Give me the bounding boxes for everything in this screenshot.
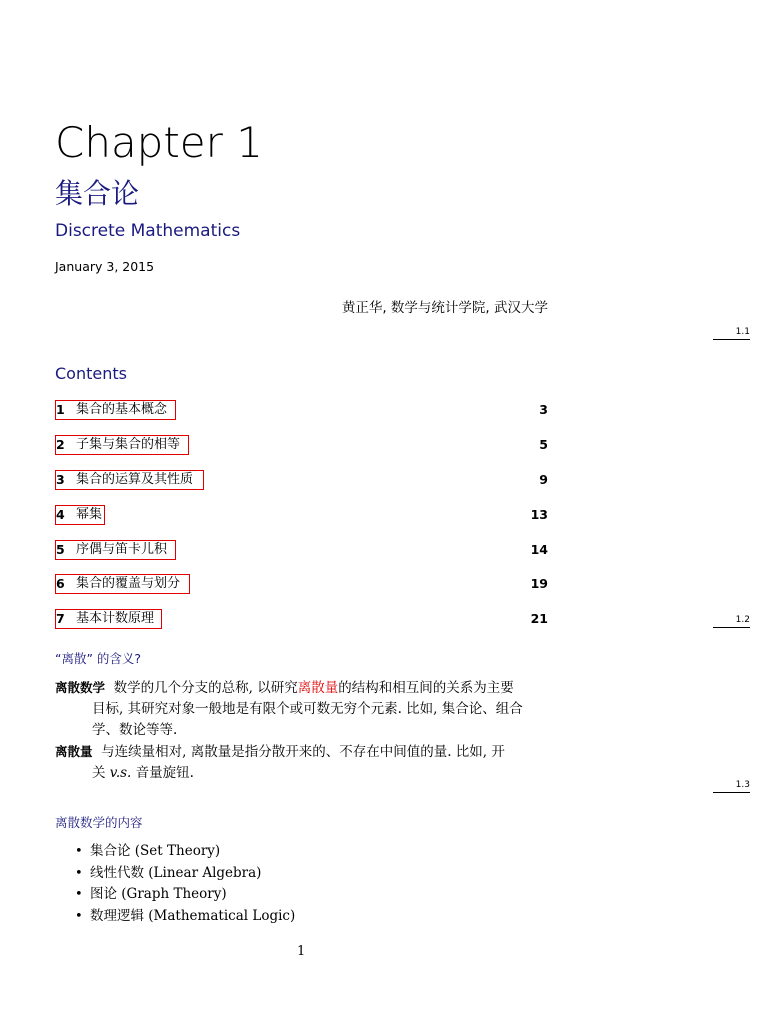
list-item-text: 集合论 (Set Theory) [90, 843, 221, 859]
bullet-icon: • [75, 844, 83, 859]
document-date: January 3, 2015 [55, 259, 155, 274]
toc-item[interactable] [55, 505, 548, 527]
definition-text: 数学的几个分支的总称, 以研究 [113, 680, 298, 696]
bullet-icon: • [75, 887, 83, 902]
toc-number: 3 [56, 472, 65, 487]
toc-number: 1 [56, 402, 65, 417]
toc-page: 13 [530, 507, 548, 522]
definition-line [55, 741, 548, 763]
toc-page: 21 [530, 611, 548, 626]
definition-line [55, 720, 548, 742]
toc-title[interactable]: 集合的覆盖与划分 [76, 576, 181, 591]
toc-title[interactable]: 幂集 [76, 507, 103, 522]
definition-discrete-math [55, 677, 548, 742]
definition-text: 学、数论等等. [92, 722, 178, 738]
page-number: 1 [297, 944, 306, 959]
definition-text-italic: v.s. [109, 764, 132, 781]
bullet-icon: • [75, 865, 83, 881]
toc-page: 3 [539, 402, 548, 417]
definition-term: 离散数学 [55, 680, 106, 695]
toc-number: 5 [56, 542, 65, 557]
toc-item[interactable] [55, 609, 548, 631]
list-item [75, 863, 295, 885]
list-item [75, 906, 295, 928]
list-item [75, 841, 295, 863]
slide-divider [713, 792, 750, 793]
toc-title[interactable]: 子集与集合的相等 [76, 437, 181, 452]
toc-title[interactable]: 序偶与笛卡儿积 [76, 542, 168, 557]
topic-list [75, 841, 295, 927]
contents-heading: Contents [55, 364, 127, 383]
toc-item[interactable] [55, 400, 548, 422]
definition-text: 的结构和相互间的关系为主要 [338, 680, 514, 696]
document-subtitle: Discrete Mathematics [55, 221, 241, 241]
section-heading: 离散数学的内容 [55, 815, 143, 830]
definition-line [55, 699, 548, 721]
slide-label: 1.3 [735, 780, 750, 790]
chapter-heading: Chapter 1 [55, 118, 263, 167]
definition-line [55, 763, 548, 785]
toc-page: 14 [530, 542, 548, 557]
document-title-cn: 集合论 [55, 177, 140, 210]
toc-page: 19 [530, 576, 548, 591]
highlighted-term: 离散量 [297, 680, 339, 696]
toc-title[interactable]: 集合的基本概念 [76, 402, 168, 417]
list-item-text: 数理逻辑 (Mathematical Logic) [90, 907, 296, 924]
bullet-icon: • [75, 908, 83, 924]
slide-divider [713, 627, 750, 628]
definition-text: 关 [92, 764, 110, 781]
definition-line [55, 677, 548, 699]
list-item-text: 图论 (Graph Theory) [90, 886, 227, 902]
toc-page: 5 [539, 437, 548, 452]
list-item [75, 884, 295, 906]
toc-number: 7 [56, 611, 65, 626]
toc-number: 4 [56, 507, 65, 522]
toc-item[interactable] [55, 540, 548, 562]
slide-divider [713, 339, 750, 340]
toc-item[interactable] [55, 574, 548, 596]
toc-number: 6 [56, 576, 65, 591]
slide-label: 1.1 [735, 327, 750, 337]
toc-item[interactable] [55, 435, 548, 457]
toc-title[interactable]: 集合的运算及其性质 [76, 472, 194, 487]
definition-term: 离散量 [55, 744, 93, 759]
list-item-text: 线性代数 (Linear Algebra) [90, 864, 262, 881]
definition-discrete-quantity [55, 741, 548, 784]
section-heading: “离散” 的含义? [55, 651, 142, 666]
toc-item[interactable] [55, 470, 548, 492]
definition-text: 音量旋钮. [131, 764, 194, 781]
toc-title[interactable]: 基本计数原理 [76, 611, 155, 626]
slide-label: 1.2 [735, 615, 750, 625]
definition-text: 与连续量相对, 离散量是指分散开来的、不存在中间值的量. 比如, 开 [101, 744, 505, 760]
definition-text: 目标, 其研究对象一般地是有限个或可数无穷个元素. 比如, 集合论、组合 [92, 700, 523, 717]
document-author: 黄正华, 数学与统计学院, 武汉大学 [341, 300, 548, 316]
toc-page: 9 [539, 472, 548, 487]
toc-number: 2 [56, 437, 65, 452]
